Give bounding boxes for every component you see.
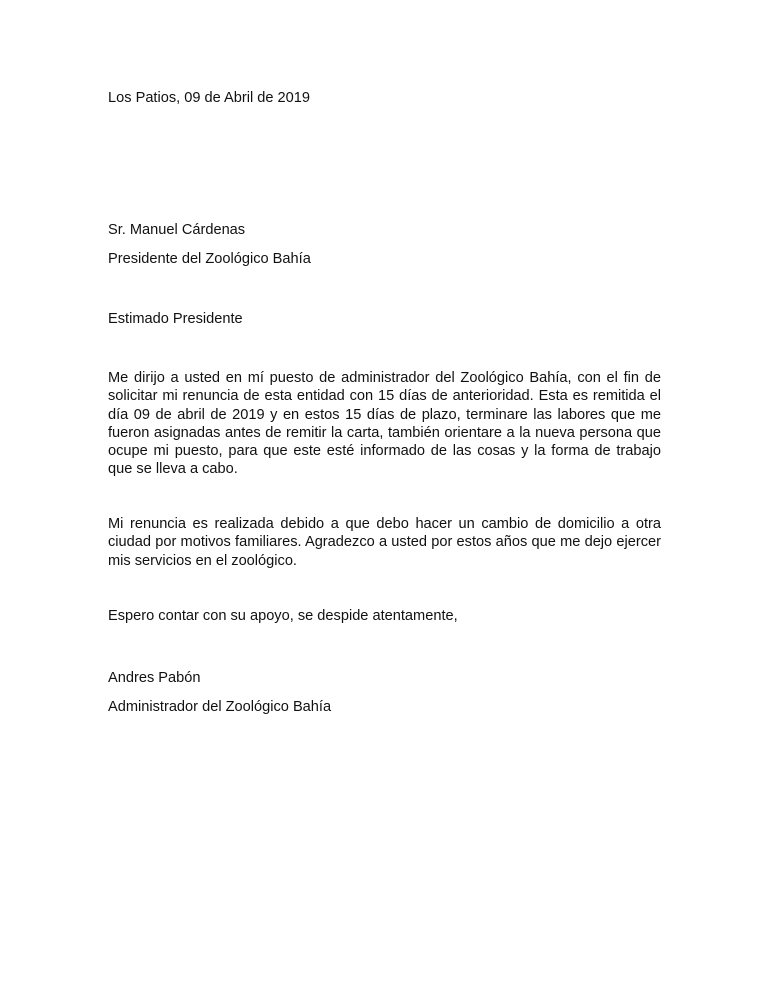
body-paragraph: Mi renuncia es realizada debido a que debo hacer un cambio de domicilio a otra ciudad por motivos familiares. Agradezco a usted por estos años que me dejo ejercer mis servicios en el zoológico. (108, 516, 661, 569)
sender-name: Andres Pabón (108, 670, 201, 686)
closing-line: Espero contar con su apoyo, se despide atentamente, (108, 608, 458, 624)
date-line: Los Patios, 09 de Abril de 2019 (108, 90, 311, 106)
recipient-title: Presidente del Zoológico Bahía (108, 251, 311, 267)
recipient-name: Sr. Manuel Cárdenas (108, 222, 246, 238)
body-paragraph: Me dirijo a usted en mí puesto de administrador del Zoológico Bahía, con el fin de solicitar mi renuncia de esta entidad con 15 días de anterioridad. Esta es remitida el día 09 de abril de 2019 y en estos 15 días de plazo, terminare las labores que me fueron asignadas antes de remitir la carta, también orientare a la nueva persona que ocupe mi puesto, para que este esté informado de las cosas y la forma de trabajo que se lleva a cabo. (108, 370, 661, 478)
sender-title: Administrador del Zoológico Bahía (108, 699, 332, 715)
salutation: Estimado Presidente (108, 311, 243, 327)
